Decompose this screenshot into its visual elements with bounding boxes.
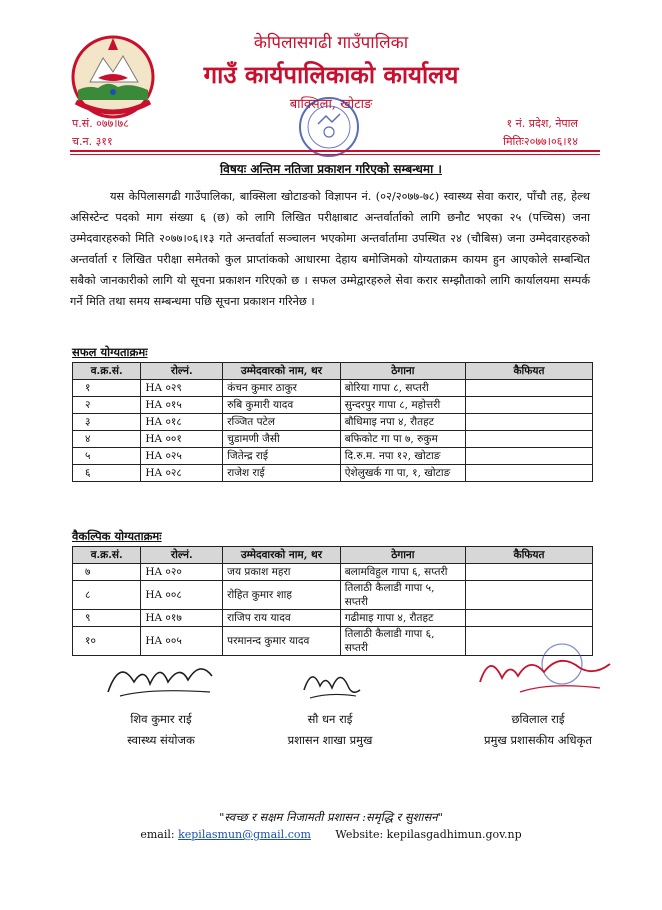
cell-serial: १ <box>73 380 141 397</box>
website-label: Website: <box>335 828 384 841</box>
col-roll: रोल्नं. <box>141 547 223 564</box>
cell-roll: HA ००५ <box>141 627 223 656</box>
cell-remarks <box>465 564 592 581</box>
col-serial: व.क्र.सं. <box>73 363 141 380</box>
cell-roll: HA ०१८ <box>141 414 223 431</box>
signatory-title-2: प्रशासन शाखा प्रमुख <box>287 733 373 747</box>
header-divider <box>70 150 600 152</box>
cell-address: ऐशेलुखर्क गा पा, १, खोटाङ <box>340 465 465 482</box>
header-divider-thin <box>70 154 600 155</box>
website-url: kepilasgadhimun.gov.np <box>386 828 522 841</box>
cell-name: रुबि कुमारी यादव <box>223 397 341 414</box>
cell-remarks <box>465 397 592 414</box>
cell-serial: ३ <box>73 414 141 431</box>
cell-name: रञ्जित पटेल <box>223 414 341 431</box>
col-name: उम्मेदवारको नाम, थर <box>223 547 341 564</box>
table-row <box>73 380 593 397</box>
cell-roll: HA ०२५ <box>141 448 223 465</box>
cell-remarks <box>465 380 592 397</box>
col-remarks: कैफियत <box>465 363 592 380</box>
cell-remarks <box>465 581 592 610</box>
successful-candidates-table <box>72 362 593 482</box>
table-row <box>73 465 593 482</box>
cell-address: बफिकोट गा पा ७, रुकुम <box>340 431 465 448</box>
table-row <box>73 448 593 465</box>
col-remarks: कैफियत <box>465 547 592 564</box>
signature-admin-chief-icon <box>290 660 370 706</box>
signatory-name-3: छविलाल राई <box>511 712 565 726</box>
cell-serial: २ <box>73 397 141 414</box>
cell-roll: HA ००८ <box>141 581 223 610</box>
email-label: email: <box>140 828 175 841</box>
cell-serial: १० <box>73 627 141 656</box>
cell-address: बोरिया गापा ८, सप्तरी <box>340 380 465 397</box>
signatory-name-2: सौ धन राई <box>307 712 353 726</box>
letter-subject: विषयः अन्तिम नतिजा प्रकाशन गरिएको सम्बन्धमा । <box>220 162 442 176</box>
cell-name: परमानन्द कुमार यादव <box>223 627 341 656</box>
signature-health-coordinator-icon <box>90 652 230 706</box>
email-link[interactable]: kepilasmun@gmail.com <box>178 828 311 841</box>
table-header-row <box>73 363 593 380</box>
cell-name: चुडामणी जैसी <box>223 431 341 448</box>
table-row <box>73 581 593 610</box>
cell-address: तिलाठी कैलाडी गापा ५, सप्तरी <box>340 581 465 610</box>
cell-roll: HA ०१५ <box>141 397 223 414</box>
cell-name: जय प्रकाश महरा <box>223 564 341 581</box>
alternate-candidates-table <box>72 546 593 656</box>
cell-remarks <box>465 610 592 627</box>
col-serial: व.क्र.सं. <box>73 547 141 564</box>
cell-roll: HA ०१७ <box>141 610 223 627</box>
cell-serial: ५ <box>73 448 141 465</box>
table-row <box>73 564 593 581</box>
cell-serial: ७ <box>73 564 141 581</box>
dispatch-number: च.न. ३११ <box>72 135 113 148</box>
table-header-row <box>73 547 593 564</box>
cell-serial: ६ <box>73 465 141 482</box>
office-name: गाउँ कार्यपालिकाको कार्यालय <box>203 60 459 89</box>
table-row <box>73 414 593 431</box>
cell-roll: HA ०२८ <box>141 465 223 482</box>
cell-remarks <box>465 431 592 448</box>
cell-serial: ८ <box>73 581 141 610</box>
col-address: ठेगाना <box>340 363 465 380</box>
signatory-title-1: स्वास्थ्य संयोजक <box>127 733 195 747</box>
cell-name: जितेन्द्र राई <box>223 448 341 465</box>
signatory-title-3: प्रमुख प्रशासकीय अधिकृत <box>484 733 592 747</box>
cell-address: सुन्दरपुर गापा ८, महोत्तरी <box>340 397 465 414</box>
signatory-name-1: शिव कुमार राई <box>130 712 192 726</box>
reference-number: प.सं. ०७७।७८ <box>72 117 129 130</box>
cell-address: दि.रु.म. नपा १२, खोटाङ <box>340 448 465 465</box>
cell-name: रोहित कुमार शाह <box>223 581 341 610</box>
notice-body: यस केपिलासगढी गाउँपालिका, बाक्सिला खोटाङको विज्ञापन नं. (०२/२०७७-७८) स्वास्थ्य सेवा करार, पाँचौ तह, हेल्थ असिस्टेन्ट पदको माग संख्या ६ (छ) को लागि लिखित परीक्षाबाट अन्तर्वार्ताको लागि छनौट भएका २५ (पच्चिस) जना उम्मेदवारहरुको मिति २०७७।०६।१३ गते अन्तर्वार्ता सञ्चालन भएकोमा अन्तर्वार्तामा उपस्थित २४ (चौबिस) जना उम्मेदवारहरुको अन्तर्वार्ता र लिखित परीक्षा समेतको कुल प्राप्तांकको आधारमा देहाय बमोजिमको योग्यताक्रम कायम हुन आएकोले सम्बन्धित सबैको जानकारीको लागि यो सूचना प्रकाशन गरिएको छ । सफल उम्मेद्वारहरुले सेवा करार सम्झौताको लागि कार्यालयमा सम्पर्क गर्ने मिति तथा समय सम्बन्धमा पछि सूचना प्रकाशन गरिनेछ । <box>70 190 590 308</box>
cell-remarks <box>465 414 592 431</box>
col-address: ठेगाना <box>340 547 465 564</box>
cell-name: राजेश राई <box>223 465 341 482</box>
cell-address: बलामविहुल गापा ६, सप्तरी <box>340 564 465 581</box>
footer-motto: "स्वच्छ र सक्षम निजामती प्रशासन :समृद्धि र सुशासन" <box>219 810 443 824</box>
table-row <box>73 610 593 627</box>
cell-serial: ४ <box>73 431 141 448</box>
footer-contact <box>0 828 662 841</box>
cell-roll: HA ०२० <box>141 564 223 581</box>
cell-address: बौधिमाइ नपा ४, रौतहट <box>340 414 465 431</box>
cell-name: राजिप राय यादव <box>223 610 341 627</box>
cell-serial: ९ <box>73 610 141 627</box>
cell-remarks <box>465 465 592 482</box>
signature-cao-icon <box>470 642 620 712</box>
municipality-name: केपिलासगढी गाउँपालिका <box>253 33 409 53</box>
alternate-list-title: वैकल्पिक योग्यताक्रमः <box>72 529 162 543</box>
province-label: १ नं. प्रदेश, नेपाल <box>506 117 578 130</box>
cell-address: गढीमाइ गापा ४, रौतहट <box>340 610 465 627</box>
cell-roll: HA ०२९ <box>141 380 223 397</box>
cell-remarks <box>465 448 592 465</box>
successful-list-title: सफल योग्यताक्रमः <box>72 345 148 359</box>
office-location: बाक्सिला, खोटाङ <box>289 97 373 112</box>
cell-address: तिलाठी कैलाडी गापा ६, सप्तरी <box>340 627 465 656</box>
col-name: उम्मेदवारको नाम, थर <box>223 363 341 380</box>
table-row <box>73 397 593 414</box>
col-roll: रोल्नं. <box>141 363 223 380</box>
letter-date: मितिः२०७७।०६।१४ <box>503 135 578 148</box>
cell-roll: HA ००१ <box>141 431 223 448</box>
table-row <box>73 431 593 448</box>
cell-name: कंचन कुमार ठाकुर <box>223 380 341 397</box>
